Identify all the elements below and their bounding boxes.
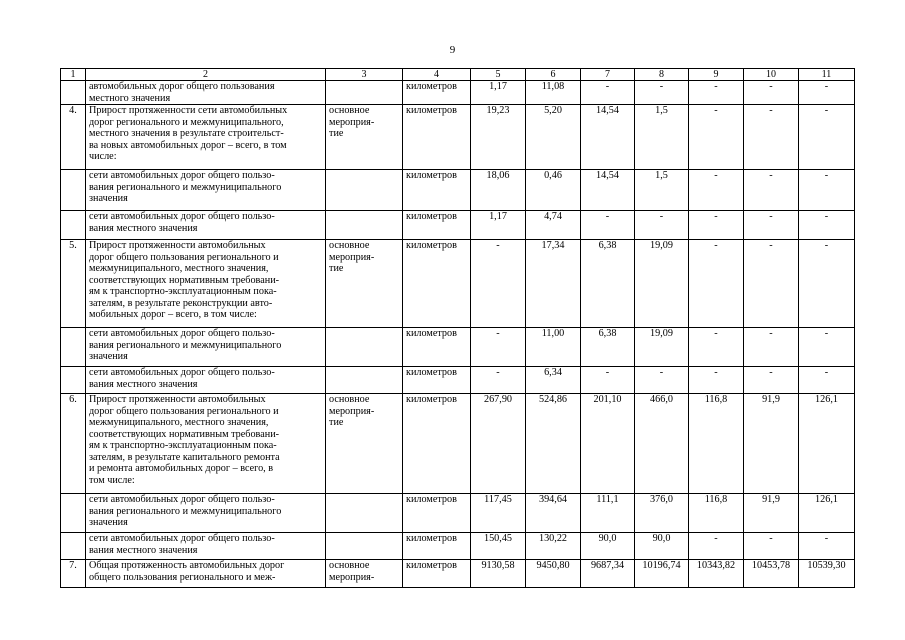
value-cell: - [689,328,744,367]
value-cell: 201,10 [581,394,635,494]
table-row [61,533,855,560]
indicator-name: Прирост протяженности автомобильных дорог общего пользования регионального и межмуниципального, местного значения, соответствующих нормативным требовани- ям к транспортно-эксплуатационным пока- зателям, в результате реконструкции авто- мобильных дорог – всего, в том числе: [86,240,326,328]
row-number [61,367,86,394]
value-cell: 10453,78 [744,560,799,588]
header-cell: 9 [689,69,744,81]
unit-of-measure: километров [403,211,471,240]
table-row [61,394,855,494]
indicator-name: сети автомобильных дорог общего пользо- вания регионального и межмуниципального значения [86,328,326,367]
value-cell: 466,0 [635,394,689,494]
row-number [61,170,86,211]
value-cell: - [689,105,744,170]
row-number [61,533,86,560]
value-cell: - [689,533,744,560]
value-cell: 524,86 [526,394,581,494]
value-cell: - [581,81,635,105]
value-cell: 19,09 [635,240,689,328]
table-row [61,367,855,394]
value-cell: 19,09 [635,328,689,367]
unit-of-measure: километров [403,170,471,211]
row-number [61,328,86,367]
header-cell: 1 [61,69,86,81]
activity-type: основное мероприя- тие [326,240,403,328]
row-number: 7. [61,560,86,588]
value-cell: - [744,328,799,367]
header-cell: 2 [86,69,326,81]
value-cell: - [799,81,855,105]
value-cell: 19,23 [471,105,526,170]
activity-type [326,81,403,105]
value-cell: 4,74 [526,211,581,240]
unit-of-measure: километров [403,367,471,394]
value-cell: 394,64 [526,494,581,533]
activity-type: основное мероприя- тие [326,394,403,494]
value-cell: 18,06 [471,170,526,211]
value-cell: 11,08 [526,81,581,105]
value-cell: - [799,105,855,170]
value-cell: - [689,211,744,240]
unit-of-measure: километров [403,105,471,170]
value-cell: - [744,367,799,394]
value-cell: - [744,81,799,105]
table-row [61,105,855,170]
activity-type [326,494,403,533]
value-cell: - [744,211,799,240]
row-number: 6. [61,394,86,494]
activity-type: основное мероприя- [326,560,403,588]
header-cell: 5 [471,69,526,81]
value-cell: - [635,211,689,240]
unit-of-measure: километров [403,560,471,588]
header-cell: 8 [635,69,689,81]
activity-type [326,533,403,560]
header-cell: 3 [326,69,403,81]
value-cell: 116,8 [689,494,744,533]
unit-of-measure: километров [403,240,471,328]
value-cell: - [689,240,744,328]
value-cell: - [581,367,635,394]
activity-type [326,170,403,211]
value-cell: 9130,58 [471,560,526,588]
activity-type [326,211,403,240]
value-cell: - [799,170,855,211]
row-number: 4. [61,105,86,170]
value-cell: 10343,82 [689,560,744,588]
row-number [61,494,86,533]
value-cell: - [744,533,799,560]
indicator-name: сети автомобильных дорог общего пользо- вания местного значения [86,367,326,394]
value-cell: 376,0 [635,494,689,533]
value-cell: - [799,240,855,328]
value-cell: 6,34 [526,367,581,394]
value-cell: 14,54 [581,105,635,170]
value-cell: 90,0 [581,533,635,560]
unit-of-measure: километров [403,533,471,560]
indicator-name: сети автомобильных дорог общего пользо- вания регионального и межмуниципального значения [86,170,326,211]
value-cell: 1,17 [471,211,526,240]
value-cell: 1,17 [471,81,526,105]
value-cell: - [689,170,744,211]
value-cell: 267,90 [471,394,526,494]
value-cell: - [581,211,635,240]
value-cell: 126,1 [799,494,855,533]
table-row [61,81,855,105]
indicator-name: сети автомобильных дорог общего пользо- вания регионального и межмуниципального значения [86,494,326,533]
table-row [61,494,855,533]
row-number: 5. [61,240,86,328]
table-row [61,240,855,328]
value-cell: - [471,328,526,367]
value-cell: - [471,240,526,328]
value-cell: 10539,30 [799,560,855,588]
activity-type: основное мероприя- тие [326,105,403,170]
indicators-table [60,68,855,588]
value-cell: - [744,105,799,170]
value-cell: 130,22 [526,533,581,560]
value-cell: 6,38 [581,240,635,328]
value-cell: 11,00 [526,328,581,367]
value-cell: 111,1 [581,494,635,533]
value-cell: 0,46 [526,170,581,211]
value-cell: 6,38 [581,328,635,367]
table-row [61,328,855,367]
header-cell: 10 [744,69,799,81]
table-header-row [61,69,855,81]
value-cell: 1,5 [635,170,689,211]
value-cell: 91,9 [744,494,799,533]
header-cell: 6 [526,69,581,81]
value-cell: - [635,367,689,394]
value-cell: - [471,367,526,394]
indicator-name: автомобильных дорог общего пользования местного значения [86,81,326,105]
row-number [61,211,86,240]
value-cell: - [744,170,799,211]
value-cell: 117,45 [471,494,526,533]
value-cell: 91,9 [744,394,799,494]
header-cell: 4 [403,69,471,81]
indicator-name: сети автомобильных дорог общего пользо- вания местного значения [86,211,326,240]
value-cell: 14,54 [581,170,635,211]
table-row [61,170,855,211]
value-cell: - [744,240,799,328]
value-cell: 150,45 [471,533,526,560]
value-cell: 1,5 [635,105,689,170]
header-cell: 11 [799,69,855,81]
value-cell: 10196,74 [635,560,689,588]
indicator-name: сети автомобильных дорог общего пользо- вания местного значения [86,533,326,560]
unit-of-measure: километров [403,394,471,494]
value-cell: 90,0 [635,533,689,560]
page-number: 9 [449,44,456,56]
unit-of-measure: километров [403,328,471,367]
value-cell: 116,8 [689,394,744,494]
value-cell: 9687,34 [581,560,635,588]
value-cell: 126,1 [799,394,855,494]
value-cell: - [799,367,855,394]
value-cell: 9450,80 [526,560,581,588]
activity-type [326,328,403,367]
value-cell: - [689,367,744,394]
row-number [61,81,86,105]
value-cell: - [635,81,689,105]
value-cell: 17,34 [526,240,581,328]
value-cell: - [799,328,855,367]
unit-of-measure: километров [403,81,471,105]
table-row [61,560,855,588]
value-cell: - [799,211,855,240]
value-cell: - [799,533,855,560]
table-row [61,211,855,240]
unit-of-measure: километров [403,494,471,533]
value-cell: 5,20 [526,105,581,170]
indicator-name: Прирост протяженности сети автомобильных дорог регионального и межмуниципального, местного значения в результате строительст- ва новых автомобильных дорог – всего, в том числе: [86,105,326,170]
indicator-name: Прирост протяженности автомобильных дорог общего пользования регионального и межмуниципального, местного значения, соответствующих нормативным требовани- ям к транспортно-эксплуатационным пока- зателям, в результате капитального ремонта и ремонта автомобильных дорог – всего, в том числе: [86,394,326,494]
value-cell: - [689,81,744,105]
indicator-name: Общая протяженность автомобильных дорог общего пользования регионального и меж- [86,560,326,588]
header-cell: 7 [581,69,635,81]
activity-type [326,367,403,394]
